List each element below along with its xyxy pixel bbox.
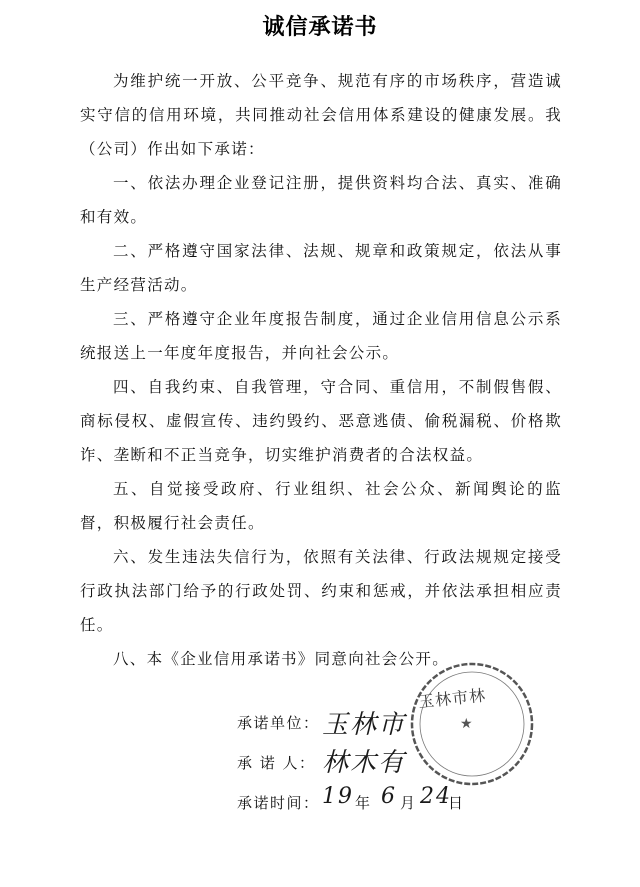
unit-handwritten-value: 玉林市: [322, 710, 407, 740]
date-label: 承诺时间：: [237, 794, 320, 812]
clause-8: 八、本《企业信用承诺书》同意向社会公开。: [113, 650, 450, 668]
date-month-unit: 月: [400, 794, 417, 812]
clause-5: 五、自觉接受政府、行业组织、社会公众、新闻舆论的监督，积极履行社会责任。: [80, 480, 562, 532]
date-year-unit: 年: [355, 794, 372, 812]
clause-1: 一、依法办理企业登记注册，提供资料均合法、真实、准确和有效。: [80, 174, 562, 226]
clause-3: 三、严格遵守企业年度报告制度，通过企业信用信息公示系统报送上一年度年度报告，并向社会公示。: [80, 310, 562, 362]
stamp-text: 玉林市林: [417, 685, 487, 712]
person-label: 承 诺 人：: [237, 754, 316, 772]
person-handwritten-signature: 林木有: [322, 748, 407, 778]
date-year: 19: [322, 784, 354, 809]
date-month: 6: [381, 784, 397, 809]
intro-paragraph: 为维护统一开放、公平竞争、规范有序的市场秩序，营造诚实守信的信用环境，共同推动社会信用体系建设的健康发展。我（公司）作出如下承诺：: [80, 72, 562, 158]
unit-label: 承诺单位：: [237, 714, 320, 732]
stamp-star-icon: ★: [460, 716, 473, 732]
clause-4: 四、自我约束、自我管理，守合同、重信用，不制假售假、商标侵权、虚假宣传、违约毁约、恶意逃债、偷税漏税、价格欺诈、垄断和不正当竞争，切实维护消费者的合法权益。: [80, 378, 562, 464]
document-title: 诚信承诺书: [262, 15, 378, 40]
clause-2: 二、严格遵守国家法律、法规、规章和政策规定，依法从事生产经营活动。: [80, 242, 562, 294]
date-day: 24: [420, 784, 452, 809]
date-day-unit: 日: [448, 794, 465, 812]
clause-6: 六、发生违法失信行为，依照有关法律、行政法规规定接受行政执法部门给予的行政处罚、约束和惩戒，并依法承担相应责任。: [80, 548, 562, 634]
